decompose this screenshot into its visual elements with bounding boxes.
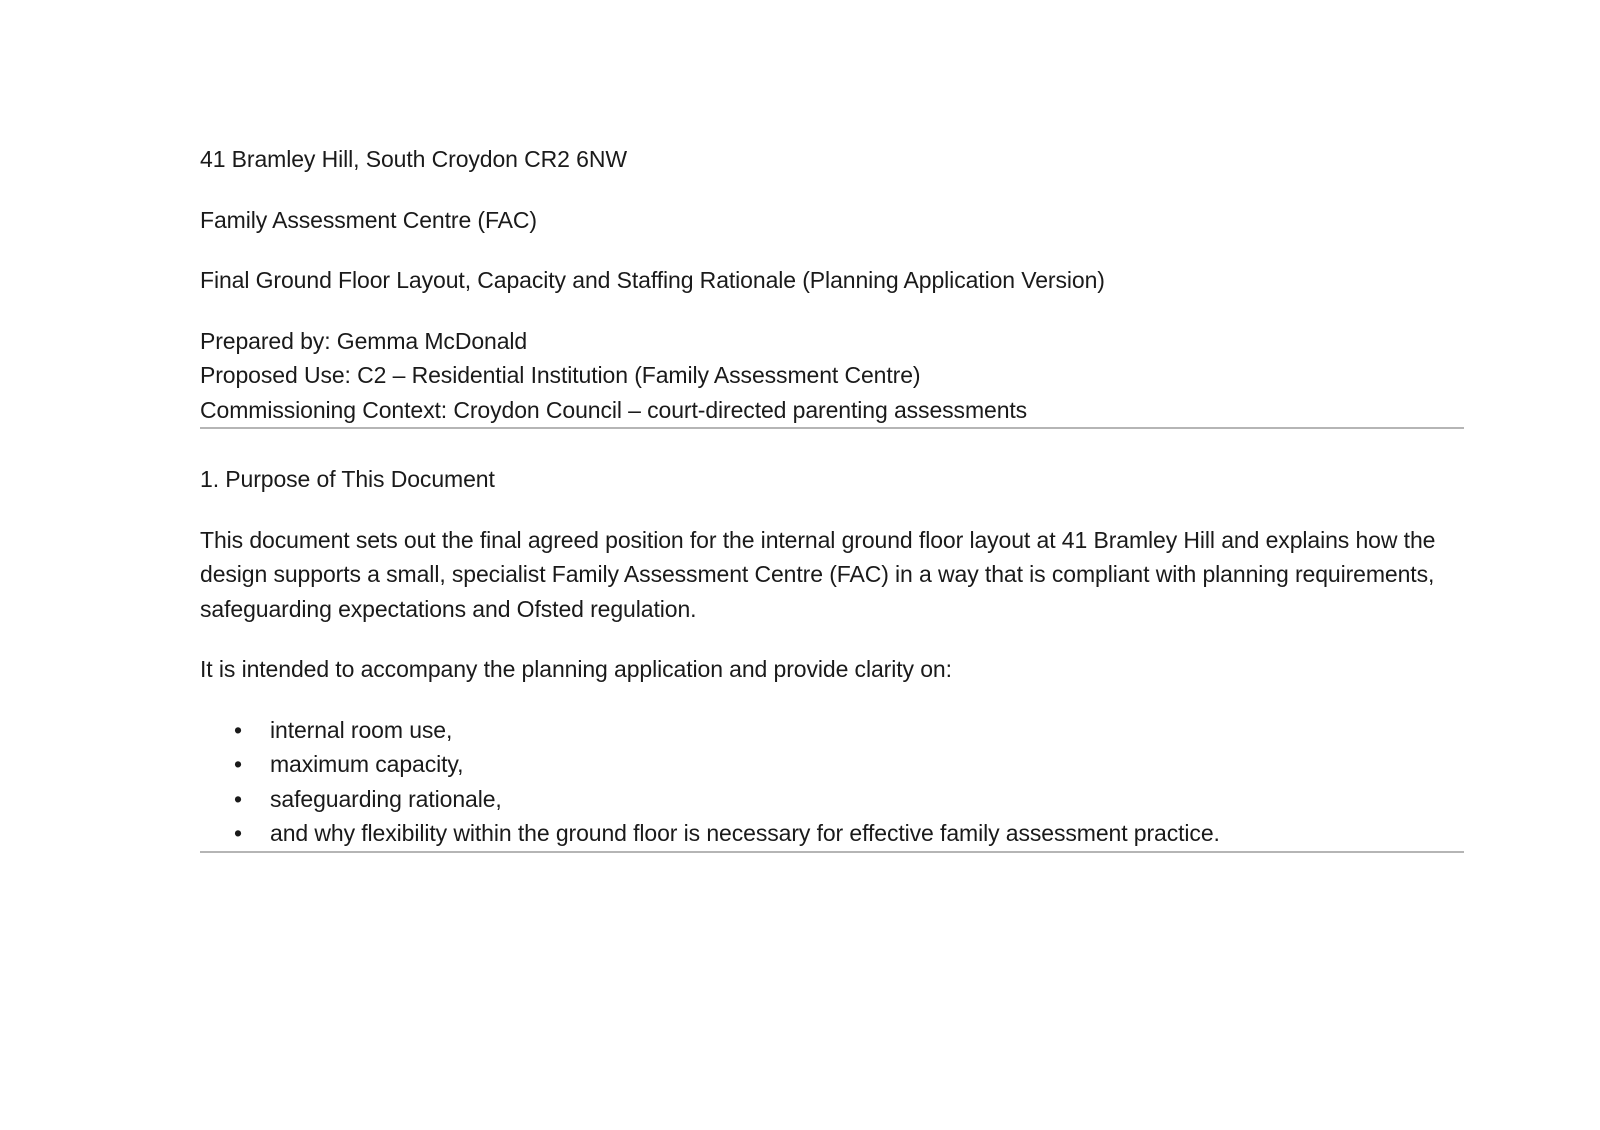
list-item: • and why flexibility within the ground floor is necessary for effective family assessment practice. <box>270 816 1464 851</box>
list-item: • internal room use, <box>270 713 1464 748</box>
divider <box>200 851 1464 853</box>
prepared-by: Prepared by: Gemma McDonald <box>200 327 528 354</box>
proposed-use: Proposed Use: C2 – Residential Institution (Family Assessment Centre) <box>200 362 921 388</box>
divider <box>200 427 1464 429</box>
section-paragraph: This document sets out the final agreed position for the internal ground floor layout at 41 Bramley Hill and explains how the design supports a small, specialist Family Assessment Centre (FAC) in a way that is compliant with planning requirements, safeguarding expectations and Ofsted regulation. <box>200 526 1436 622</box>
document-title: Final Ground Floor Layout, Capacity and Staffing Rationale (Planning Application Version) <box>200 267 1105 293</box>
commissioning-context: Commissioning Context: Croydon Council – court-directed parenting assessments <box>200 396 1028 423</box>
document-content <box>200 142 1464 853</box>
section-paragraph: It is intended to accompany the planning application and provide clarity on: <box>200 656 952 682</box>
list-item: • safeguarding rationale, <box>270 782 1464 817</box>
list-item: • maximum capacity, <box>270 747 1464 782</box>
address-line: 41 Bramley Hill, South Croydon CR2 6NW <box>200 146 627 172</box>
bullet-list <box>200 713 1464 851</box>
centre-name: Family Assessment Centre (FAC) <box>200 206 537 233</box>
document-metadata <box>200 324 1464 428</box>
section-heading: 1. Purpose of This Document <box>200 466 495 492</box>
